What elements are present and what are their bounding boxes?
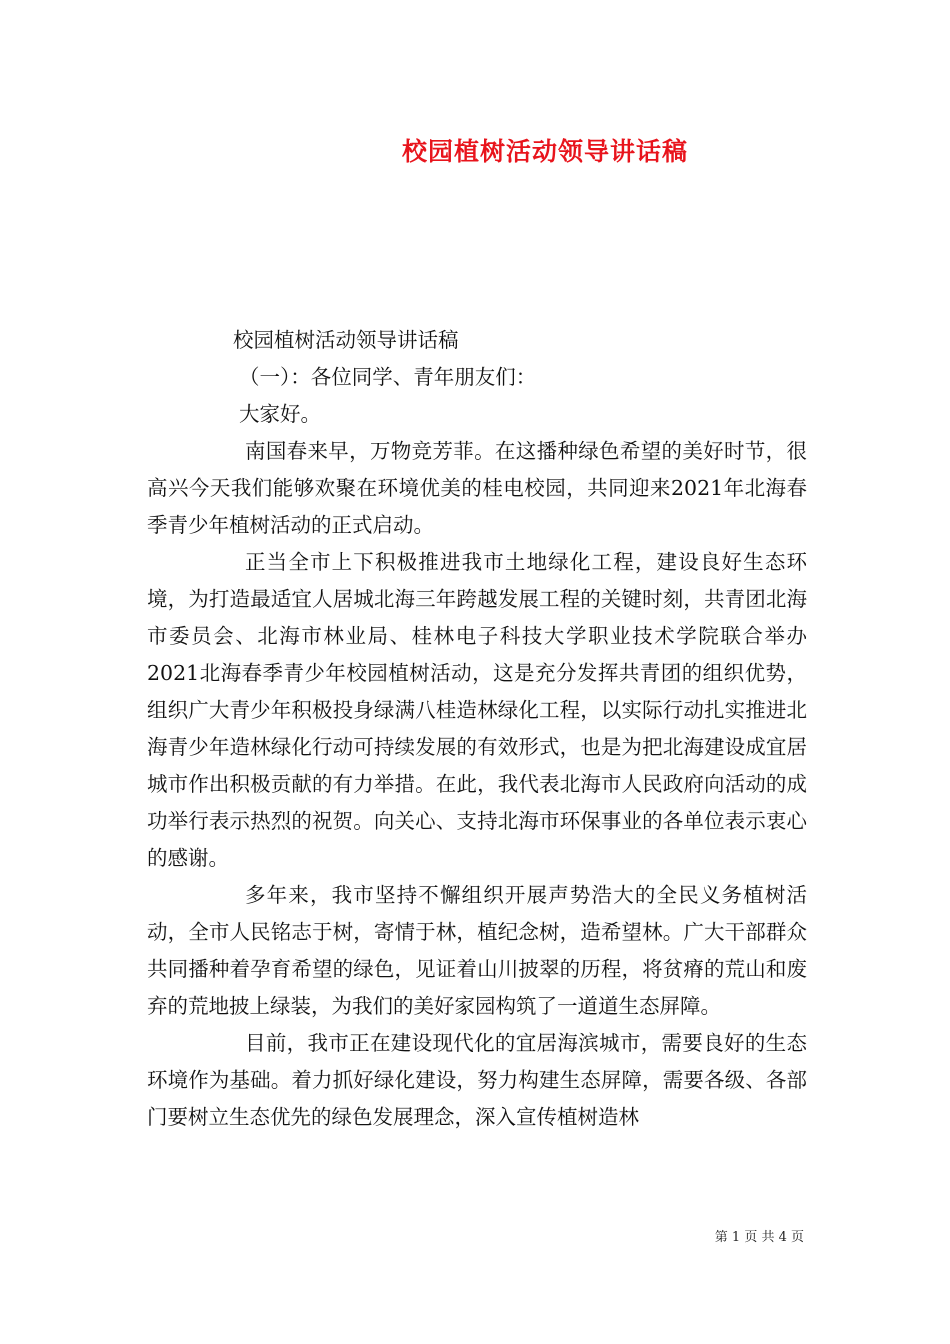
paragraph: 南国春来早，万物竞芳菲。在这播种绿色希望的美好时节，很高兴今天我们能够欢聚在环境优美的桂电校园，共同迎来2021年北海春季青少年植树活动的正式启动。 — [147, 439, 807, 537]
paragraph: 目前，我市正在建设现代化的宜居海滨城市，需要良好的生态环境作为基础。着力抓好绿化建设，努力构建生态屏障，需要各级、各部门要树立生态优先的绿色发展理念，深入宣传植树造林 — [147, 1031, 807, 1129]
salutation: （一）：各位同学、青年朋友们： — [239, 365, 537, 389]
greeting: 大家好。 — [239, 402, 321, 426]
document-body — [147, 322, 807, 1136]
paragraph: 多年来，我市坚持不懈组织开展声势浩大的全民义务植树活动，全市人民铭志于树，寄情于林，植纪念树，造希望林。广大干部群众共同播种着孕育希望的绿色，见证着山川披翠的历程，将贫瘠的荒山和废弃的荒地披上绿装，为我们的美好家园构筑了一道道生态屏障。 — [147, 883, 807, 1018]
speech-subtitle: 校园植树活动领导讲话稿 — [233, 328, 459, 352]
document-title: 校园植树活动领导讲话稿 — [401, 137, 688, 166]
page-number: 第 1 页 共 4 页 — [714, 1230, 804, 1245]
paragraph: 正当全市上下积极推进我市土地绿化工程，建设良好生态环境，为打造最适宜人居城北海三年跨越发展工程的关键时刻，共青团北海市委员会、北海市林业局、桂林电子科技大学职业技术学院联合举办2021北海春季青少年校园植树活动，这是充分发挥共青团的组织优势，组织广大青少年积极投身绿满八桂造林绿化工程，以实际行动扎实推进北海青少年造林绿化行动可持续发展的有效形式，也是为把北海建设成宜居城市作出积极贡献的有力举措。在此，我代表北海市人民政府向活动的成功举行表示热烈的祝贺。向关心、支持北海市环保事业的各单位表示衷心的感谢。 — [147, 550, 807, 870]
